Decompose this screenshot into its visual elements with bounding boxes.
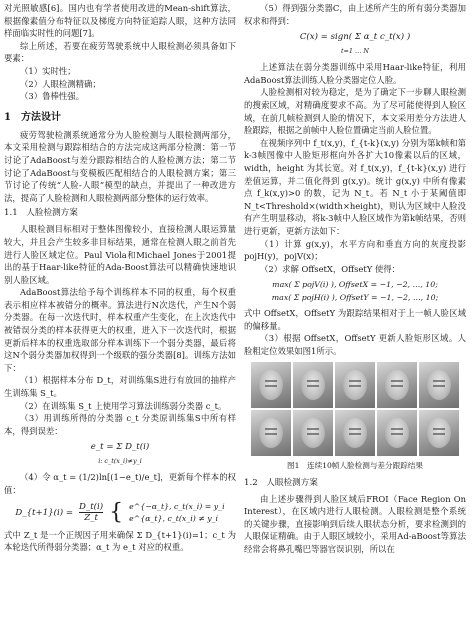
section-1-paragraph: 疲劳驾驶检测系统通常分为人脸检测与人眼检测两部分，本文采用检测与跟踪相结合的方法完成这两部分检测：第一节讨论了AdaBoost与差分跟踪相结合的人脸检测方法；第二节讨论了AdaBoost与变模板匹配相结合的人眼检测方案；第三节讨论了传统“人脸-人眼”模型的缺点，并提出了一种改进方法，提高了人脸检测和人眼检测两部分整体的运行效率。 — [4, 129, 236, 203]
error-equation: e_t = Σ D_t(i) i: c_t(x_i)≠y_i — [90, 442, 150, 466]
normalization-note: 式中 Z_t 是一个正规因子用来确保 Σ D_{t+1}(i)=1；c_t 为本轮迭代所得弱分类器；α_t 为 e_t 对应的权重。 — [4, 529, 236, 553]
section-1-1-paragraph-2: AdaBoost算法给予每个训练样本不同的权重，每个权重表示相应样本被错分的概率。算法进行N次迭代，产生N个弱分类器。在每一次迭代时，样本权重产生变化，在上次迭代中被错误分类的样本获得更大的权重，进入下一次迭代时，根据更新后样本的权重选取部分样本训练下一个弱分类器，最后将这N个弱分类器加权得到一个级联的强分类器[8]。训练方法如下： — [4, 287, 236, 373]
video-sequence-paragraph: 在视频序列中 f_t(x,y)，f_{t-k}(x,y) 分别为第k帧和第k-3帧图像中人脸矩形框向外各扩大10像素以后的区域，width，height 为其长宽。对 f_t(x,y)，f_{t-k}(x,y) 进行差值运算，并二值化得到 g(x,y)。统计 g(x,y) 中所有像素点 f_k(x,y)>0 的数，记为 N_t。若 N_t 小于某阈值即 N_t<Threshold×(width×height)，则认为区域中人脸没有产生明显移动，将k-3帧中人脸区域作为第k帧结果，否则进行更新，更新方法如下： — [244, 137, 466, 236]
face-frame-image — [251, 410, 291, 456]
update-step-2: （2）求解 OffsetX，OffsetY 使得： — [260, 263, 401, 274]
face-frame-image — [335, 362, 375, 408]
section-1-title: 1 方法设计 — [4, 111, 61, 123]
section-1-2-paragraph: 由上述步骤得到人脸区域后FROI（Face Region On Interest），在区域内进行人眼检测。人眼检测是整个系统的关键步骤，直接影响到后续人眼状态分析，要求检测到的人眼保证精确。由于人眼区域较小，采用Ad-aBoost等算法经常会将鼻孔嘴巴等器官误识别，所以在 — [244, 493, 466, 555]
weight-update-denominator: Z_t — [84, 513, 98, 524]
update-step-1: （1）计算 g(x,y)，水平方向和垂直方向的灰度投影 pojH(y)，pojV(x)； — [244, 238, 466, 262]
requirement-3: （3）鲁棒性强。 — [20, 91, 84, 102]
section-1-2-title: 1.2 人眼检测方案 — [244, 477, 318, 488]
face-frame-image — [251, 362, 291, 408]
error-equation-subscript: i: c_t(x_i)≠y_i — [98, 457, 142, 466]
face-tracking-figure — [251, 362, 459, 456]
face-frame-image — [293, 410, 333, 456]
intro-paragraph-1: 对光照敏感[6]。国内也有学者使用改进的Mean-shift算法，根据像素值分布特征以及梯度方向特征追踪人眼，这种方法同样面临实时性的问题[7]。 — [4, 3, 236, 39]
face-frame-image — [377, 362, 417, 408]
weight-update-case-1: e^{−α_t}, c_t(x_i) = y_i — [129, 501, 225, 511]
weight-update-fraction — [79, 502, 103, 523]
intro-paragraph-2: 综上所述，若要在疲劳驾驶系统中人眼检测必须具备如下要素： — [4, 40, 236, 64]
section-1-1-title: 1.1 人脸检测方案 — [4, 208, 78, 219]
training-step-4: （4）令 α_t = (1/2)ln[(1−e_t)/e_t]，更新每个样本的权值： — [4, 472, 236, 495]
face-frame-image — [293, 362, 333, 408]
requirement-1: （1）实时性； — [20, 65, 76, 76]
requirement-2: （2）人眼检测精确； — [20, 78, 101, 89]
haar-paragraph: 上述算法在弱分类器训练中采用Haar-like特征，利用AdaBoost算法训练人脸分类器定位人脸。 — [244, 62, 466, 85]
strong-classifier-limits: t=1 … N — [340, 47, 370, 56]
face-frame-image — [419, 410, 459, 456]
weight-update-case-2: e^{α_t}, c_t(x_i) ≠ y_i — [129, 513, 219, 523]
offset-x-equation: max( Σ pojV(i) ), OffsetX = −1, −2, …, 10; — [272, 280, 438, 290]
right-column — [244, 2, 466, 556]
weight-update-numerator: D_t(i) — [79, 502, 104, 513]
offset-explanation: 式中 OffsetX，OffsetY 为跟踪结果相对于上一帧人脸区域的偏移量。 — [244, 308, 466, 331]
update-step-3: （3）根据 OffsetX，OffsetY 更新人脸矩形区域。人脸粗定位效果如图1所示。 — [244, 333, 466, 357]
training-step-2: （2）在训练集 S_t 上使用学习算法训练弱分类器 c_t。 — [20, 400, 227, 411]
difference-tracking-paragraph: 人脸检测相对较为稳定，是为了确定下一步聊人眼检测的搜索区域，对精确度要求不高。为了尽可能使得到人脸区域，在前几帧检测到人脸的情况下，本文采用差分方法进人脸跟踪，根据之前帧中人脸位置确定当前人脸位置。 — [244, 87, 466, 136]
strong-classifier-equation: C(x) = sign( Σ α_t c_t(x) ) t=1 … N — [299, 32, 411, 56]
face-frame-image — [335, 410, 375, 456]
training-step-5: （5）得到强分类器C，由上述所产生的所有弱分类器加权求和得到： — [244, 3, 466, 26]
face-frame-image — [377, 410, 417, 456]
weight-update-cases — [129, 501, 224, 525]
training-step-1: （1）根据样本分布 D_t，对训练集S进行有放回的抽样产生训练集 S_t。 — [4, 375, 236, 399]
offset-equations — [244, 278, 466, 304]
section-1-1-paragraph-1: 人眼检测目标相对于整体图像较小，直接检测人眼运算量较大，并且会产生较多非目标结果，通常在检测人眼之前首先进行人脸区域定位。Paul Viola和Michael Jones于2001提出的基于Haar-like特征的Ada-Boost算法可以精确快速地识别人脸区域。 — [4, 224, 236, 285]
offset-y-equation: max( Σ pojH(i) ), OffsetY = −1, −2, …, 10; — [271, 293, 439, 303]
training-step-3: （3）用训练所得的分类器 c_t 分类原训练集S中所有样本，得到误差： — [4, 413, 236, 436]
left-column — [4, 2, 236, 554]
figure-caption: 图1 连续10帧人脸检测与差分跟踪结果 — [287, 460, 423, 470]
weight-update-equation — [4, 501, 236, 525]
weight-update-lhs: D_{t+1}(i) = — [15, 507, 74, 518]
face-frame-image — [419, 362, 459, 408]
brace-icon: { — [109, 499, 124, 525]
